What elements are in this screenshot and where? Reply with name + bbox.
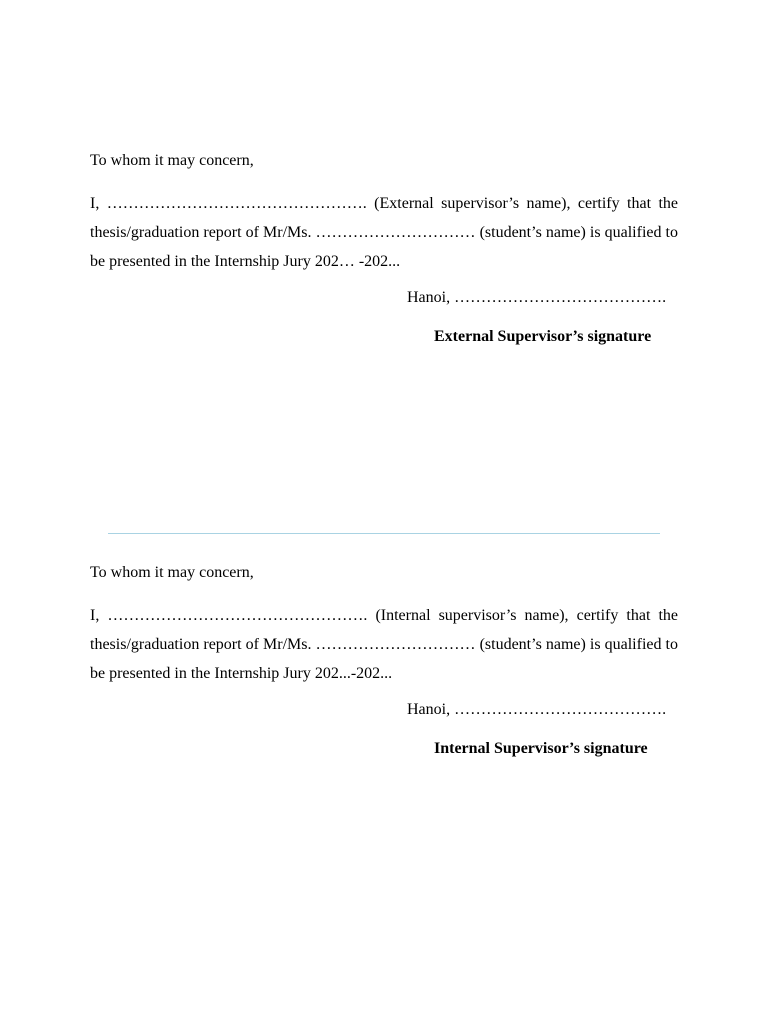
internal-certification-text: I, …………………………………………. (Internal supervisor’s name), certify that the thesis/graduation report of Mr/Ms. ………………………… (student’s name) is qualified to be presented in the Internship Jury 202...-202... (90, 607, 678, 682)
external-signature-label: External Supervisor’s signature (434, 328, 652, 345)
section-divider (108, 533, 660, 534)
internal-supervisor-certificate (90, 562, 678, 757)
internal-signature-label: Internal Supervisor’s signature (434, 740, 648, 757)
internal-greeting: To whom it may concern, (90, 564, 254, 581)
external-supervisor-certificate (90, 150, 678, 345)
external-greeting: To whom it may concern, (90, 152, 254, 169)
internal-place-date: Hanoi, …………………………………. (407, 701, 667, 718)
external-certification-text: I, …………………………………………. (External supervisor’s name), certify that the thesis/graduation report of Mr/Ms. ………………………… (student’s name) is qualified to be presented in the Internship Jury 202… -202... (90, 195, 678, 270)
external-place-date: Hanoi, …………………………………. (407, 289, 667, 306)
